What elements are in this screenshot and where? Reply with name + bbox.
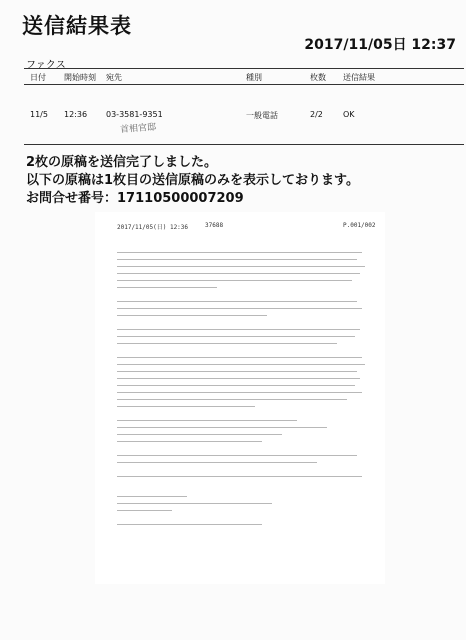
text-line xyxy=(117,343,337,344)
report-title: 送信結果表 xyxy=(22,14,132,38)
text-line xyxy=(117,329,360,330)
text-line xyxy=(117,308,362,309)
table-top-rule xyxy=(24,68,464,69)
text-line xyxy=(117,503,272,504)
text-line xyxy=(117,280,352,281)
text-line xyxy=(117,392,362,393)
text-line xyxy=(117,524,262,525)
text-line xyxy=(117,273,360,274)
cell-result: OK xyxy=(343,110,355,119)
message-line-1: 2枚の原稿を送信完了しました。 xyxy=(26,155,218,170)
table-bottom-rule xyxy=(24,144,464,145)
text-line xyxy=(117,378,360,379)
text-line xyxy=(117,364,365,365)
cell-destination: 03-3581-9351 xyxy=(106,110,163,119)
cell-pages: 2/2 xyxy=(310,110,323,119)
report-datetime: 2017/11/05日 12:37 xyxy=(304,37,456,53)
text-line xyxy=(117,371,357,372)
thumbnail-header-page: P.001/002 xyxy=(343,222,376,229)
section-label: ファクス xyxy=(26,60,66,71)
document-thumbnail xyxy=(95,212,385,584)
thumbnail-header-code: 37688 xyxy=(205,222,224,229)
inquiry-label: お問合せ番号： xyxy=(26,191,118,206)
text-line xyxy=(117,406,255,407)
handwritten-note: 首相官邸 xyxy=(119,122,157,136)
text-line xyxy=(117,252,362,253)
text-line xyxy=(117,462,317,463)
text-line xyxy=(117,455,357,456)
text-line xyxy=(117,399,347,400)
thumbnail-text-lines xyxy=(117,246,367,525)
table-header-rule xyxy=(24,84,464,85)
text-line xyxy=(117,510,172,511)
text-line xyxy=(117,287,217,288)
text-line xyxy=(117,315,267,316)
col-header-date: 日付 xyxy=(30,73,46,82)
text-line xyxy=(117,259,357,260)
cell-date: 11/5 xyxy=(30,110,48,119)
text-line xyxy=(117,476,362,477)
message-line-2: 以下の原稿は1枚目の送信原稿のみを表示しております。 xyxy=(26,173,360,188)
text-line xyxy=(117,427,327,428)
inquiry-line xyxy=(26,187,244,206)
col-header-destination: 宛先 xyxy=(106,73,122,82)
col-header-type: 種別 xyxy=(246,73,262,82)
col-header-pages: 枚数 xyxy=(310,73,326,82)
cell-start-time: 12:36 xyxy=(64,110,88,119)
text-line xyxy=(117,266,365,267)
cell-type: 一般電話 xyxy=(246,111,278,120)
text-line xyxy=(117,441,262,442)
text-line xyxy=(117,496,187,497)
thumbnail-header-datetime: 2017/11/05(日) 12:36 xyxy=(117,224,189,231)
text-line xyxy=(117,357,362,358)
inquiry-number: 17110500007209 xyxy=(117,191,244,206)
col-header-start-time: 開始時刻 xyxy=(64,73,96,82)
col-header-result: 送信結果 xyxy=(343,73,375,82)
text-line xyxy=(117,420,297,421)
text-line xyxy=(117,434,282,435)
text-line xyxy=(117,301,357,302)
text-line xyxy=(117,385,355,386)
text-line xyxy=(117,336,355,337)
